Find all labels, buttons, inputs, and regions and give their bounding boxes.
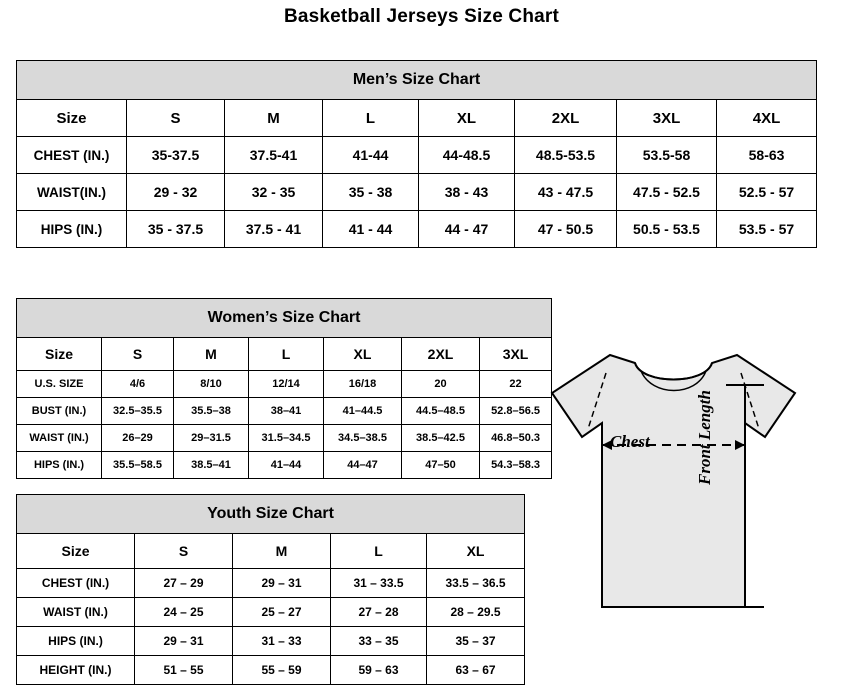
jersey-measurement-diagram [540,345,840,665]
table-row [17,425,552,452]
table-cell: 35 - 37.5 [127,211,225,248]
chest-measure-label: Chest [610,432,650,451]
table-cell: 29 - 32 [127,174,225,211]
table-cell: 28 – 29.5 [427,598,525,627]
table-cell: 38 - 43 [419,174,515,211]
table-cell: 8/10 [174,371,249,398]
mens-size-chart-table [16,60,817,248]
table-cell: 35 - 38 [323,174,419,211]
table-caption-row [17,299,552,338]
table-cell: 44-48.5 [419,137,515,174]
row-label: HIPS (IN.) [17,211,127,248]
table-cell: 16/18 [324,371,402,398]
row-label: WAIST (IN.) [17,425,102,452]
table-cell: 41 - 44 [323,211,419,248]
table-row [17,627,525,656]
table-cell: 48.5-53.5 [515,137,617,174]
row-label: HEIGHT (IN.) [17,656,135,685]
table-cell: 12/14 [249,371,324,398]
table-cell: 33 – 35 [331,627,427,656]
table-cell: 55 – 59 [233,656,331,685]
column-header: XL [324,338,402,371]
table-cell: 27 – 29 [135,569,233,598]
table-cell: 50.5 - 53.5 [617,211,717,248]
table-cell: 44–47 [324,452,402,479]
table-cell: 34.5–38.5 [324,425,402,452]
table-cell: 41–44 [249,452,324,479]
table-row [17,398,552,425]
table-row [17,452,552,479]
table-cell: 47 - 50.5 [515,211,617,248]
table-cell: 25 – 27 [233,598,331,627]
table-cell: 52.5 - 57 [717,174,817,211]
column-header: Size [17,338,102,371]
row-label: CHEST (IN.) [17,569,135,598]
table-cell: 29 – 31 [233,569,331,598]
table-cell: 54.3–58.3 [480,452,552,479]
row-label: HIPS (IN.) [17,627,135,656]
table-cell: 38.5–42.5 [402,425,480,452]
table-cell: 63 – 67 [427,656,525,685]
table-cell: 38.5–41 [174,452,249,479]
table-cell: 24 – 25 [135,598,233,627]
table-cell: 53.5-58 [617,137,717,174]
table-cell: 53.5 - 57 [717,211,817,248]
table-cell: 38–41 [249,398,324,425]
column-header: M [225,100,323,137]
table-cell: 51 – 55 [135,656,233,685]
column-header: Size [17,534,135,569]
youth-size-chart-table [16,494,525,685]
jersey-shape-svg [540,345,840,665]
column-header: M [174,338,249,371]
table-cell: 29 – 31 [135,627,233,656]
table-cell: 41–44.5 [324,398,402,425]
table-cell: 33.5 – 36.5 [427,569,525,598]
column-header: L [323,100,419,137]
table-cell: 44 - 47 [419,211,515,248]
table-header-row [17,100,817,137]
table-cell: 29–31.5 [174,425,249,452]
table-row [17,598,525,627]
column-header: L [331,534,427,569]
table-row [17,174,817,211]
column-header: S [102,338,174,371]
table-cell: 47.5 - 52.5 [617,174,717,211]
table-cell: 31.5–34.5 [249,425,324,452]
womens-chart-caption: Women’s Size Chart [17,299,552,338]
column-header: 3XL [480,338,552,371]
shirt-outline [552,355,795,607]
table-caption-row [17,495,525,534]
table-cell: 37.5-41 [225,137,323,174]
table-cell: 27 – 28 [331,598,427,627]
column-header: XL [419,100,515,137]
column-header: XL [427,534,525,569]
table-cell: 4/6 [102,371,174,398]
column-header: 4XL [717,100,817,137]
table-cell: 59 – 63 [331,656,427,685]
column-header: 2XL [402,338,480,371]
table-cell: 41-44 [323,137,419,174]
table-cell: 22 [480,371,552,398]
table-cell: 52.8–56.5 [480,398,552,425]
table-cell: 35 – 37 [427,627,525,656]
table-row [17,137,817,174]
table-cell: 47–50 [402,452,480,479]
youth-chart-caption: Youth Size Chart [17,495,525,534]
table-header-row [17,338,552,371]
column-header: S [135,534,233,569]
front-length-measure-label: Front Length [695,390,714,485]
row-label: WAIST(IN.) [17,174,127,211]
column-header: S [127,100,225,137]
table-cell: 44.5–48.5 [402,398,480,425]
mens-chart-caption: Men’s Size Chart [17,61,817,100]
column-header: L [249,338,324,371]
table-cell: 43 - 47.5 [515,174,617,211]
row-label: BUST (IN.) [17,398,102,425]
column-header: Size [17,100,127,137]
row-label: WAIST (IN.) [17,598,135,627]
womens-size-chart-table [16,298,552,479]
row-label: CHEST (IN.) [17,137,127,174]
table-cell: 20 [402,371,480,398]
table-cell: 31 – 33.5 [331,569,427,598]
table-cell: 31 – 33 [233,627,331,656]
column-header: M [233,534,331,569]
table-row [17,371,552,398]
table-header-row [17,534,525,569]
table-cell: 35.5–38 [174,398,249,425]
row-label: HIPS (IN.) [17,452,102,479]
table-cell: 35-37.5 [127,137,225,174]
table-cell: 35.5–58.5 [102,452,174,479]
page-title: Basketball Jerseys Size Chart [283,6,560,27]
table-cell: 26–29 [102,425,174,452]
table-cell: 32 - 35 [225,174,323,211]
table-cell: 37.5 - 41 [225,211,323,248]
column-header: 2XL [515,100,617,137]
table-caption-row [17,61,817,100]
table-cell: 58-63 [717,137,817,174]
row-label: U.S. SIZE [17,371,102,398]
table-row [17,211,817,248]
column-header: 3XL [617,100,717,137]
table-cell: 32.5–35.5 [102,398,174,425]
table-cell: 46.8–50.3 [480,425,552,452]
table-row [17,656,525,685]
table-row [17,569,525,598]
